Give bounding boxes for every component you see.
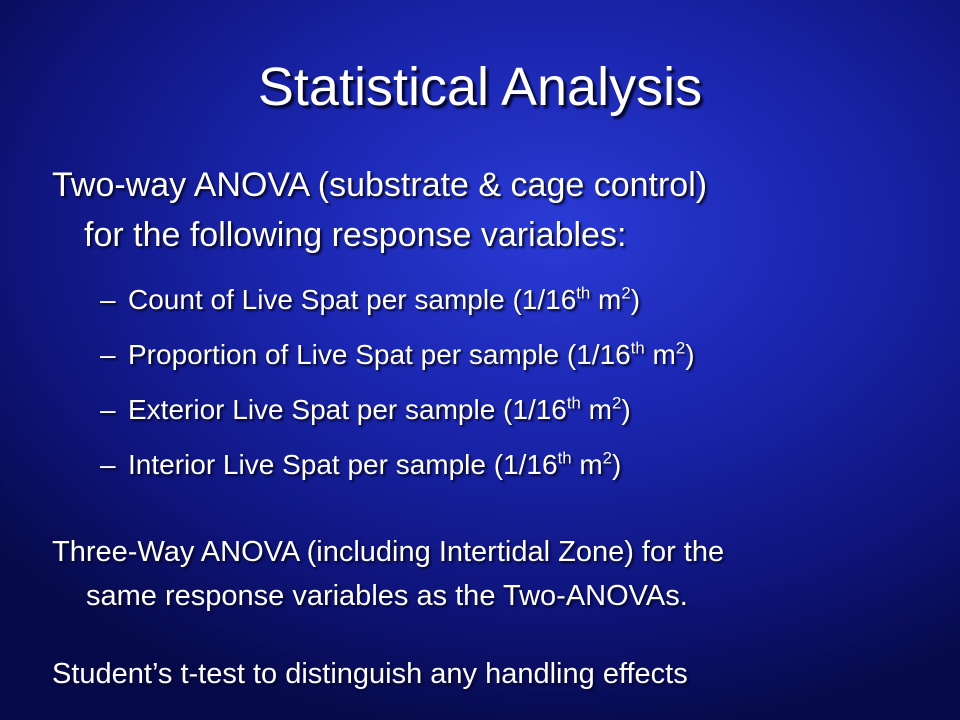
bullet-text: ) — [685, 339, 695, 370]
bullet-dash: – — [100, 339, 116, 370]
bullet-text: Interior Live Spat per sample (1/16 — [128, 449, 558, 480]
paragraph-t-test: Student’s t-test to distinguish any handling effects — [52, 658, 688, 690]
bullet-sup: 2 — [621, 283, 631, 303]
bullet-sup: th — [630, 338, 645, 358]
bullet-text: ) — [612, 449, 622, 480]
bullet-sup: th — [576, 283, 591, 303]
paragraph-two-way-anova — [52, 160, 932, 260]
bullet-item-exterior — [100, 390, 631, 430]
bullet-text: ) — [630, 284, 641, 315]
bullet-sup: 2 — [675, 338, 686, 358]
bullet-sup: th — [566, 393, 581, 413]
paragraph-three-way-anova — [52, 530, 932, 618]
paragraph-line: same response variables as the Two-ANOVAs. — [86, 580, 688, 612]
bullet-text: m — [644, 339, 676, 370]
bullet-dash: – — [100, 394, 116, 425]
bullet-item-count — [100, 280, 640, 320]
bullet-dash: – — [100, 449, 116, 480]
bullet-sup: 2 — [612, 393, 622, 413]
bullet-sup: th — [557, 448, 572, 468]
bullet-item-interior — [100, 445, 621, 485]
bullet-sup: 2 — [602, 448, 613, 468]
paragraph-line: Three-Way ANOVA (including Intertidal Zone) for the — [52, 536, 725, 568]
bullet-text: Count of Live Spat per sample (1/16 — [128, 284, 577, 315]
bullet-item-proportion — [100, 335, 695, 375]
bullet-text: ) — [621, 394, 631, 425]
bullet-text: Exterior Live Spat per sample (1/16 — [128, 394, 567, 425]
bullet-text: m — [590, 284, 622, 315]
bullet-dash: – — [100, 284, 116, 315]
paragraph-line: Two-way ANOVA (substrate & cage control) — [52, 166, 708, 204]
paragraph-line: for the following response variables: — [84, 216, 627, 254]
bullet-text: Proportion of Live Spat per sample (1/16 — [128, 339, 631, 370]
bullet-text: m — [580, 394, 612, 425]
bullet-text: m — [571, 449, 603, 480]
slide-title: Statistical Analysis — [257, 57, 703, 117]
